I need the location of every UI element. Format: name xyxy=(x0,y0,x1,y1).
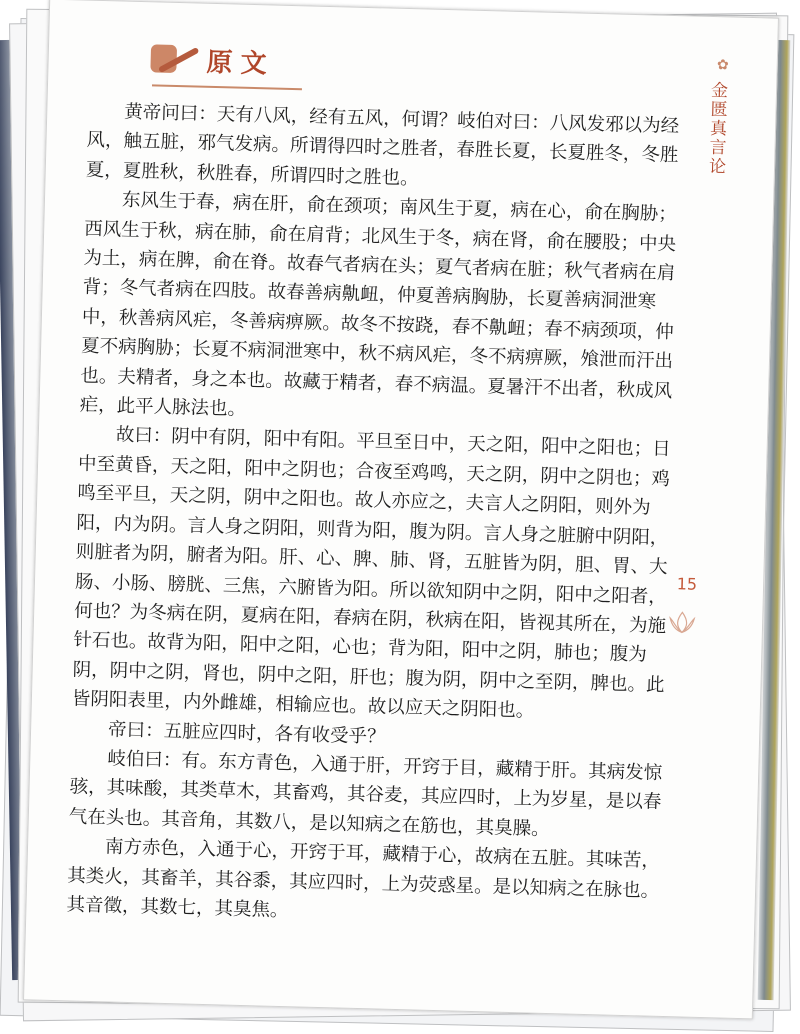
paragraph: 帝曰：五脏应四时，各有收受乎？ xyxy=(107,718,386,748)
article-body xyxy=(66,97,679,936)
brush-seal-icon xyxy=(144,38,197,79)
section-heading xyxy=(144,38,275,81)
lotus-ornament-icon xyxy=(662,608,703,637)
flower-icon: ✿ xyxy=(716,57,729,74)
section-title: 原文 xyxy=(206,47,276,80)
paragraph: 东风生于春，病在肝，俞在颈项；南风生于夏，病在心，俞在胸胁；西风生于秋，病在肺，俞在肩背；北风生于冬，病在肾，俞在腰股；中央为土，病在脾，俞在脊。故春气者病在头；夏气者病在脏；秋气者病在肩背；冬气者病在四肢。故春善病鼽衄，仲夏善病胸胁，长夏善病洞泄寒中，秋善病风疟，冬善病痹厥。故冬不按跷，春不鼽衄；春不病颈项，仲夏不病胸胁；长夏不病洞泄寒中，秋不病风疟，冬不病痹厥，飧泄而汗出也。夫精者，身之本也。故藏于精者，春不病温。夏暑汗不出者，秋成风疟，此平人脉法也。 xyxy=(79,189,678,420)
paragraph: 南方赤色，入通于心，开窍于耳，藏精于心，故病在五脏。其味苦，其类火，其畜羊，其谷黍，其应四时，上为荧惑星。是以知病之在脉也。其音徵，其数七，其臭焦。 xyxy=(66,836,661,922)
paragraph: 岐伯曰：有。东方青色，入通于肝，开窍于目，藏精于肝。其病发惊骇，其味酸，其类草木，其畜鸡，其谷麦，其应四时，上为岁星，是以春气在头也。其音角，其数八，是以知病之在筋也，其臭臊。 xyxy=(68,748,663,840)
page-number: 15 xyxy=(676,574,698,594)
paragraph: 黄帝问曰：天有八风，经有五风，何谓？岐伯对曰：八风发邪以为经风，触五脏，邪气发病。所谓得四时之胜者，春胜长夏，长夏胜冬，冬胜夏，夏胜秋，秋胜春，所谓四时之胜也。 xyxy=(85,101,680,190)
running-title: 金匮真言论 xyxy=(704,80,728,177)
heading-underline xyxy=(152,84,302,90)
paragraph: 故曰：阴中有阴，阳中有阳。平旦至日中，天之阳，阳中之阳也；日中至黄昏，天之阳，阳中之阴也；合夜至鸡鸣，天之阴，阴中之阴也；鸡鸣至平旦，天之阴，阴中之阳也。故人亦应之，夫言人之阴阳，则外为阳，内为阴。言人身之阴阳，则背为阳，腹为阴。言人身之脏腑中阴阳，则脏者为阴，腑者为阳。肝、心、脾、肺、肾，五脏皆为阴，胆、胃、大肠、小肠、膀胱、三焦，六腑皆为阳。所以欲知阴中之阴，阳中之阳者，何也？为冬病在阴，夏病在阳，春病在阴，秋病在阳，皆视其所在，为施针石也。故背为阳，阳中之阳，心也；背为阳，阳中之阴，肺也；腹为阴，阴中之阴，肾也，阴中之阳，肝也；腹为阴，阴中之至阴，脾也。此皆阴阳表里，内外雌雄，相输应也。故以应天之阴阳也。 xyxy=(71,424,671,722)
book-page xyxy=(23,0,779,1019)
